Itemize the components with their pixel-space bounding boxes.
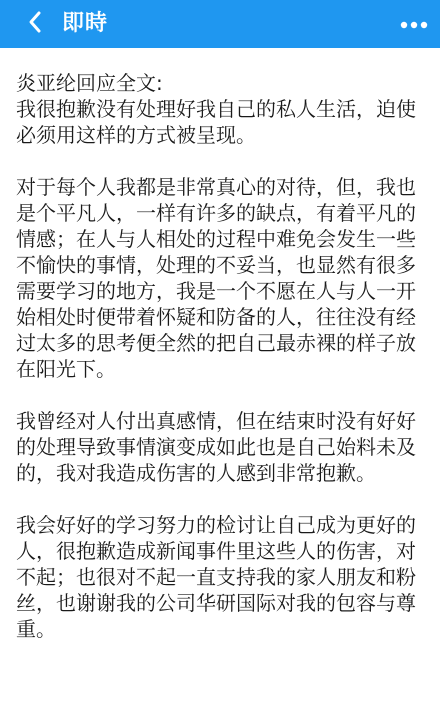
article-paragraph-2: 对于每个人我都是非常真心的对待，但，我也是个平凡人，一样有许多的缺点，有着平凡的情感；在人与人相处的过程中难免会发生一些不愉快的事情，处理的不妥当，也显然有很多需要学习的地方，我是一个不愿在人与人一开始相处时便带着怀疑和防备的人，往往没有经过太多的思考便全然的把自己最赤裸的样子放在阳光下。 <box>16 175 416 381</box>
article-paragraph-4: 我会好好的学习努力的检讨让自己成为更好的人，很抱歉造成新闻事件里这些人的伤害，对不起；也很对不起一直支持我的家人朋友和粉丝，也谢谢我的公司华研国际对我的包容与尊重。 <box>16 513 416 641</box>
more-dots-icon <box>399 15 429 34</box>
back-button[interactable] <box>20 9 50 39</box>
article-paragraph-1: 我很抱歉没有处理好我自己的私人生活，迫使必须用这样的方式被呈现。 <box>16 97 416 147</box>
article-body <box>16 70 428 642</box>
top-bar <box>0 0 440 48</box>
article-heading: 炎亚纶回应全文: <box>16 71 163 95</box>
more-button[interactable] <box>396 9 432 39</box>
article-paragraph-3: 我曾经对人付出真感情，但在结束时没有好好的处理导致事情演变成如此也是自己始料未及的，我对我造成伤害的人感到非常抱歉。 <box>16 409 416 485</box>
chevron-left-icon <box>27 10 43 38</box>
page-title: 即時 <box>62 11 109 36</box>
